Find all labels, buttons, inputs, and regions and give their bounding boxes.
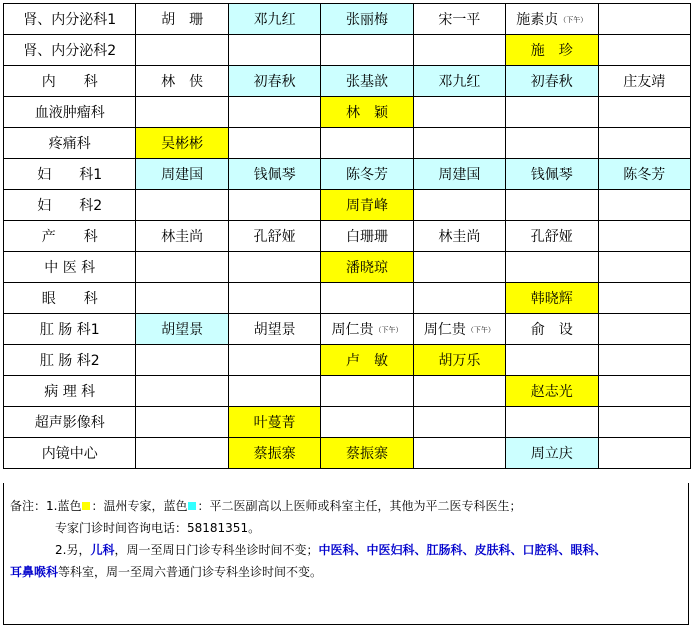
department-cell: 血液肿瘤科 xyxy=(4,97,136,128)
table-row xyxy=(4,252,691,283)
department-cell: 肛 肠 科1 xyxy=(4,314,136,345)
doctor-cell xyxy=(136,438,228,469)
doctor-cell xyxy=(506,97,598,128)
note-line-1 xyxy=(10,495,688,517)
doctor-cell xyxy=(321,66,413,97)
department-cell: 妇 科1 xyxy=(4,159,136,190)
table-row xyxy=(4,128,691,159)
doctor-cell xyxy=(506,35,598,66)
doctor-cell xyxy=(413,376,505,407)
doctor-cell xyxy=(228,407,320,438)
note-line-4 xyxy=(10,561,688,583)
doctor-name: 施 珍 xyxy=(530,43,573,59)
doctor-name: 白珊珊 xyxy=(345,229,388,245)
doctor-cell xyxy=(598,190,691,221)
notes-section xyxy=(3,483,689,625)
doctor-name: 庄友靖 xyxy=(623,74,666,90)
note-l3c: ，周一至周日门诊专科坐诊时间不变； xyxy=(114,543,319,557)
table-row xyxy=(4,438,691,469)
doctor-cell xyxy=(321,283,413,314)
doctor-name: 邓九红 xyxy=(253,12,296,28)
doctor-cell xyxy=(228,314,320,345)
doctor-name: 胡望景 xyxy=(253,322,296,338)
doctor-name: 周立庆 xyxy=(530,446,573,462)
doctor-cell xyxy=(413,345,505,376)
doctor-name: 林 侠 xyxy=(161,74,204,90)
doctor-cell xyxy=(413,438,505,469)
table-row xyxy=(4,4,691,35)
doctor-name: 林 颖 xyxy=(345,105,388,121)
doctor-cell xyxy=(413,97,505,128)
doctor-cell xyxy=(136,159,228,190)
doctor-cell xyxy=(598,407,691,438)
doctor-cell xyxy=(321,4,413,35)
department-cell: 中 医 科 xyxy=(4,252,136,283)
doctor-cell xyxy=(413,66,505,97)
department-cell: 疼痛科 xyxy=(4,128,136,159)
doctor-cell xyxy=(598,252,691,283)
doctor-cell xyxy=(506,376,598,407)
doctor-cell xyxy=(506,345,598,376)
doctor-cell xyxy=(136,66,228,97)
doctor-cell xyxy=(598,159,691,190)
doctor-cell xyxy=(506,314,598,345)
doctor-name: 张基歆 xyxy=(345,74,388,90)
doctor-cell xyxy=(228,221,320,252)
doctor-name: 卢 敏 xyxy=(345,353,388,369)
doctor-cell xyxy=(228,4,320,35)
doctor-cell xyxy=(413,190,505,221)
doctor-cell xyxy=(598,97,691,128)
doctor-cell xyxy=(228,97,320,128)
doctor-cell xyxy=(413,221,505,252)
doctor-cell xyxy=(228,283,320,314)
doctor-name: 胡 珊 xyxy=(161,12,204,28)
table-row xyxy=(4,283,691,314)
table-row xyxy=(4,190,691,221)
doctor-cell xyxy=(136,376,228,407)
doctor-name: 周仁贵 xyxy=(331,322,374,338)
note-l3a: 2.另， xyxy=(55,543,91,557)
doctor-cell xyxy=(413,159,505,190)
doctor-name: 周仁贵 xyxy=(423,322,466,338)
clinic-schedule-table xyxy=(3,3,691,469)
doctor-cell xyxy=(136,283,228,314)
doctor-cell xyxy=(228,438,320,469)
doctor-cell xyxy=(413,128,505,159)
department-cell: 内 科 xyxy=(4,66,136,97)
doctor-cell xyxy=(136,4,228,35)
doctor-name: 孔舒娅 xyxy=(253,229,296,245)
note-line-3 xyxy=(10,539,688,561)
doctor-name: 邓九红 xyxy=(438,74,481,90)
doctor-cell xyxy=(321,35,413,66)
department-cell: 病 理 科 xyxy=(4,376,136,407)
doctor-cell xyxy=(228,35,320,66)
doctor-cell xyxy=(136,97,228,128)
department-cell: 眼 科 xyxy=(4,283,136,314)
doctor-cell xyxy=(136,345,228,376)
doctor-name: 初春秋 xyxy=(253,74,296,90)
doctor-cell xyxy=(506,66,598,97)
doctor-cell xyxy=(598,438,691,469)
doctor-name: 潘晓琼 xyxy=(345,260,388,276)
note-prefix: 备注：1.蓝色 xyxy=(10,499,82,513)
doctor-name: 韩晓辉 xyxy=(530,291,573,307)
doctor-cell xyxy=(506,190,598,221)
doctor-cell xyxy=(598,376,691,407)
department-cell: 肛 肠 科2 xyxy=(4,345,136,376)
doctor-cell xyxy=(598,128,691,159)
doctor-cell xyxy=(506,252,598,283)
doctor-name: 蔡振寨 xyxy=(345,446,388,462)
doctor-cell xyxy=(598,35,691,66)
doctor-name: 俞 设 xyxy=(530,322,573,338)
table-row xyxy=(4,345,691,376)
doctor-cell xyxy=(136,35,228,66)
doctor-cell xyxy=(413,407,505,438)
doctor-cell xyxy=(598,314,691,345)
department-cell: 肾、内分泌科1 xyxy=(4,4,136,35)
doctor-cell xyxy=(506,159,598,190)
department-cell: 产 科 xyxy=(4,221,136,252)
doctor-name: 宋一平 xyxy=(438,12,481,28)
doctor-cell xyxy=(136,407,228,438)
afternoon-note: （下午） xyxy=(466,326,495,334)
note-l4a: 耳鼻喉科 xyxy=(10,565,59,579)
doctor-cell xyxy=(228,190,320,221)
doctor-name: 蔡振寨 xyxy=(253,446,296,462)
doctor-name: 吴彬彬 xyxy=(161,136,204,152)
doctor-cell xyxy=(321,407,413,438)
table-row xyxy=(4,35,691,66)
doctor-name: 陈冬芳 xyxy=(623,167,666,183)
doctor-name: 林圭尚 xyxy=(161,229,204,245)
table-row xyxy=(4,407,691,438)
doctor-name: 叶蔓菁 xyxy=(253,415,296,431)
doctor-cell xyxy=(413,283,505,314)
doctor-name: 钱佩琴 xyxy=(530,167,573,183)
doctor-cell xyxy=(506,438,598,469)
note-line-2 xyxy=(10,517,688,539)
doctor-cell xyxy=(598,4,691,35)
doctor-name: 陈冬芳 xyxy=(345,167,388,183)
doctor-cell xyxy=(413,252,505,283)
note-l4b: 等科室，周一至周六普通门诊专科坐诊时间不变。 xyxy=(58,565,323,579)
doctor-cell xyxy=(321,345,413,376)
doctor-cell xyxy=(598,221,691,252)
doctor-cell xyxy=(228,159,320,190)
doctor-cell xyxy=(598,66,691,97)
doctor-name: 周建国 xyxy=(161,167,204,183)
doctor-cell xyxy=(136,252,228,283)
department-cell: 肾、内分泌科2 xyxy=(4,35,136,66)
cyan-swatch xyxy=(188,502,196,510)
table-row xyxy=(4,376,691,407)
table-row xyxy=(4,221,691,252)
doctor-cell xyxy=(321,159,413,190)
yellow-swatch xyxy=(82,502,90,510)
doctor-cell xyxy=(321,221,413,252)
department-cell: 超声影像科 xyxy=(4,407,136,438)
doctor-cell xyxy=(136,128,228,159)
doctor-name: 林圭尚 xyxy=(438,229,481,245)
doctor-cell xyxy=(321,190,413,221)
doctor-name: 施素贞 xyxy=(516,12,559,28)
doctor-cell xyxy=(136,221,228,252)
doctor-name: 周建国 xyxy=(438,167,481,183)
doctor-cell xyxy=(598,283,691,314)
doctor-cell xyxy=(321,438,413,469)
doctor-name: 初春秋 xyxy=(530,74,573,90)
doctor-cell xyxy=(413,314,505,345)
note-l3b: 儿科 xyxy=(90,543,115,557)
doctor-cell xyxy=(228,345,320,376)
doctor-cell xyxy=(321,314,413,345)
doctor-name: 孔舒娅 xyxy=(530,229,573,245)
doctor-name: 周青峰 xyxy=(345,198,388,214)
afternoon-note: （下午） xyxy=(374,326,403,334)
table-row xyxy=(4,97,691,128)
note-l3d: 中医科、中医妇科、肛肠科、皮肤科、口腔科、眼科、 xyxy=(318,543,607,557)
doctor-cell xyxy=(228,376,320,407)
doctor-cell xyxy=(321,376,413,407)
doctor-cell xyxy=(321,128,413,159)
note-phone: 专家门诊时间咨询电话：58181351。 xyxy=(55,521,261,535)
doctor-cell xyxy=(506,283,598,314)
doctor-cell xyxy=(136,314,228,345)
doctor-name: 钱佩琴 xyxy=(253,167,296,183)
doctor-cell xyxy=(598,345,691,376)
department-cell: 内镜中心 xyxy=(4,438,136,469)
doctor-cell xyxy=(228,128,320,159)
doctor-cell xyxy=(321,252,413,283)
table-row xyxy=(4,314,691,345)
doctor-name: 张丽梅 xyxy=(345,12,388,28)
note-part-1: ：温州专家，蓝色 xyxy=(91,499,188,513)
table-row xyxy=(4,159,691,190)
doctor-cell xyxy=(506,128,598,159)
doctor-cell xyxy=(506,221,598,252)
table-row xyxy=(4,66,691,97)
doctor-name: 胡万乐 xyxy=(438,353,481,369)
department-cell: 妇 科2 xyxy=(4,190,136,221)
doctor-cell xyxy=(413,35,505,66)
doctor-name: 赵志光 xyxy=(530,384,573,400)
doctor-cell xyxy=(228,252,320,283)
doctor-name: 胡望景 xyxy=(161,322,204,338)
doctor-cell xyxy=(413,4,505,35)
doctor-cell xyxy=(506,4,598,35)
doctor-cell xyxy=(228,66,320,97)
doctor-cell xyxy=(321,97,413,128)
afternoon-note: （下午） xyxy=(559,16,588,24)
doctor-cell xyxy=(506,407,598,438)
doctor-cell xyxy=(136,190,228,221)
note-part-2: ：平二医副高以上医师或科室主任，其他为平二医专科医生； xyxy=(197,499,522,513)
